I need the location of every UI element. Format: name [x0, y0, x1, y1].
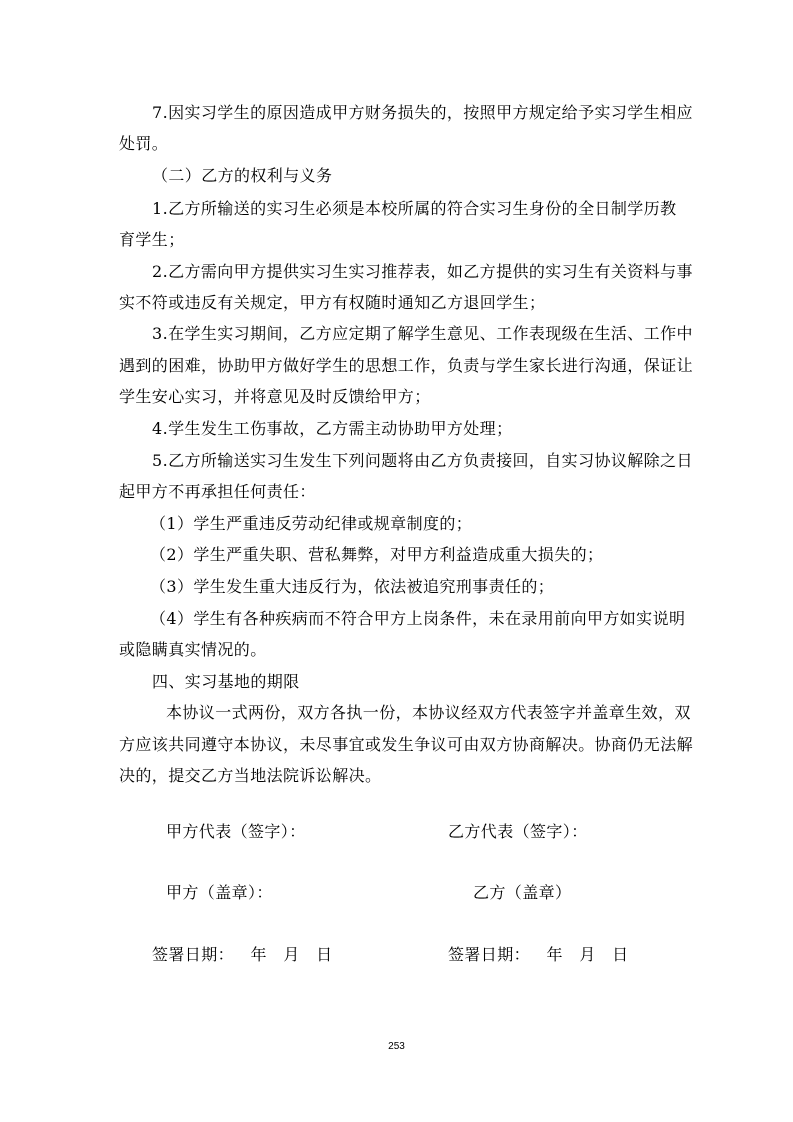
item3-line3: 学生安心实习，并将意见及时反馈给甲方；: [119, 387, 431, 406]
item1-line2: 育学生；: [119, 230, 185, 249]
item5-line2: 起甲方不再承担任何责任：: [119, 482, 316, 501]
party-b-representative-signature: 乙方代表（签字）：: [448, 822, 588, 841]
sub-item-1: （1）学生严重违反劳动纪律或规章制度的；: [150, 514, 473, 533]
item2-line2: 实不符或违反有关规定，甲方有权随时通知乙方退回学生；: [119, 293, 546, 312]
party-b-sign-date: 签署日期： 年 月 日: [448, 945, 629, 964]
party-b-seal: 乙方（盖章）: [473, 883, 572, 902]
term-paragraph-line1: 本协议一式两份，双方各执一份，本协议经双方代表签字并盖章生效，双: [166, 703, 691, 722]
section-heading-term: 四、实习基地的期限: [152, 672, 300, 691]
party-a-seal: 甲方（盖章）：: [166, 883, 273, 902]
party-a-sign-date: 签署日期： 年 月 日: [152, 945, 333, 964]
page-number: 253: [388, 1041, 405, 1052]
term-paragraph-line2: 方应该共同遵守本协议，未尽事宜或发生争议可由双方协商解决。协商仍无法解: [119, 735, 694, 754]
sub-item-3: （3）学生发生重大违反行为，依法被追究刑事责任的；: [150, 577, 555, 596]
item3-line2: 遇到的困难，协助甲方做好学生的思想工作，负责与学生家长进行沟通，保证让: [119, 356, 694, 375]
term-paragraph-line3: 决的，提交乙方当地法院诉讼解决。: [119, 766, 382, 785]
sub-item-4-line1: （4）学生有各种疾病而不符合甲方上岗条件，未在录用前向甲方如实说明: [150, 609, 686, 628]
sub-item-2: （2）学生严重失职、营私舞弊，对甲方利益造成重大损失的；: [150, 545, 604, 564]
party-a-representative-signature: 甲方代表（签字）：: [166, 822, 306, 841]
item3-line1: 3.在学生实习期间，乙方应定期了解学生意见、工作表现级在生活、工作中: [152, 324, 693, 343]
item4-line1: 4.学生发生工伤事故，乙方需主动协助甲方处理；: [152, 419, 513, 438]
item1-line1: 1.乙方所输送的实习生必须是本校所属的符合实习生身份的全日制学历教: [152, 199, 677, 218]
item7-line2: 处罚。: [119, 134, 169, 153]
item2-line1: 2.乙方需向甲方提供实习生实习推荐表，如乙方提供的实习生有关资料与事: [152, 262, 693, 281]
section-heading-party-b: （二）乙方的权利与义务: [152, 166, 333, 185]
item7-line1: 7.因实习学生的原因造成甲方财务损失的，按照甲方规定给予实习学生相应: [152, 103, 693, 122]
item5-line1: 5.乙方所输送实习生发生下列问题将由乙方负责接回，自实习协议解除之日: [152, 451, 693, 470]
sub-item-4-line2: 或隐瞒真实情况的。: [119, 640, 267, 659]
